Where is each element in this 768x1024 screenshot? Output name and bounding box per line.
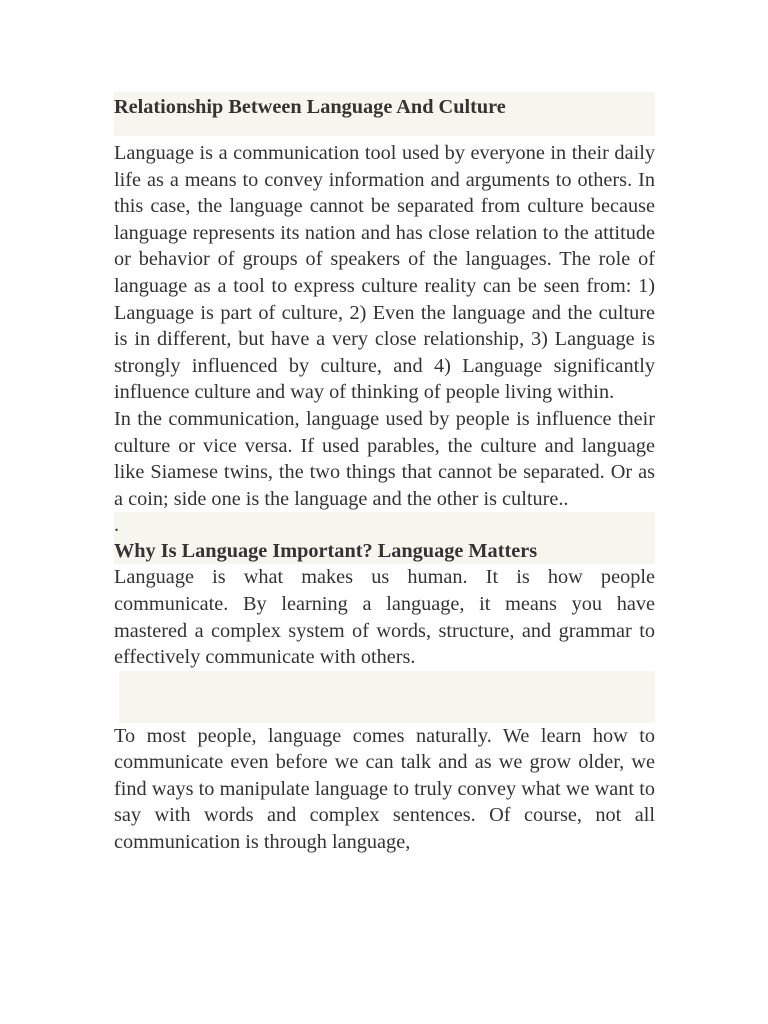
- paragraph-why-language: [114, 564, 655, 670]
- paragraph-language-culture: [114, 140, 655, 406]
- paragraph-communication: [114, 406, 655, 512]
- document-content: [114, 92, 655, 856]
- highlight-gap: [119, 671, 655, 723]
- paragraph-comes-naturally: [114, 723, 655, 856]
- paragraph-text: Language is what makes us human. It is how people communicate. By learning a language, it means you have mastered a complex system of words, structure, and grammar to effectively communicate with others.: [114, 566, 655, 669]
- page-title: Relationship Between Language And Culture: [114, 92, 655, 136]
- paragraph-text: To most people, language comes naturally. We learn how to communicate even before we can talk and as we grow older, we find ways to manipulate language to truly convey what we want to say with words and complex sentences. Of course, not all communication is through language,: [114, 724, 655, 854]
- dot-separator: .: [114, 512, 655, 538]
- paragraph-text: Language is a communication tool used by everyone in their daily life as a means to convey information and arguments to others. In this case, the language cannot be separated from culture because language represents its nation and has close relation to the attitude or behavior of groups of speakers of the languages. The role of language as a tool to express culture reality can be seen from: 1) Language is part of culture, 2) Even the language and the culture is in different, but have a very close relationship, 3) Language is strongly influenced by culture, and 4) Language significantly influence culture and way of thinking of people living within.: [114, 142, 655, 404]
- section-heading: Why Is Language Important? Language Matters: [114, 538, 655, 564]
- paragraph-text: In the communication, language used by people is influence their culture or vice versa. If used parables, the culture and language like Siamese twins, the two things that cannot be separated. Or as a coin; side one is the language and the other is culture..: [114, 407, 655, 510]
